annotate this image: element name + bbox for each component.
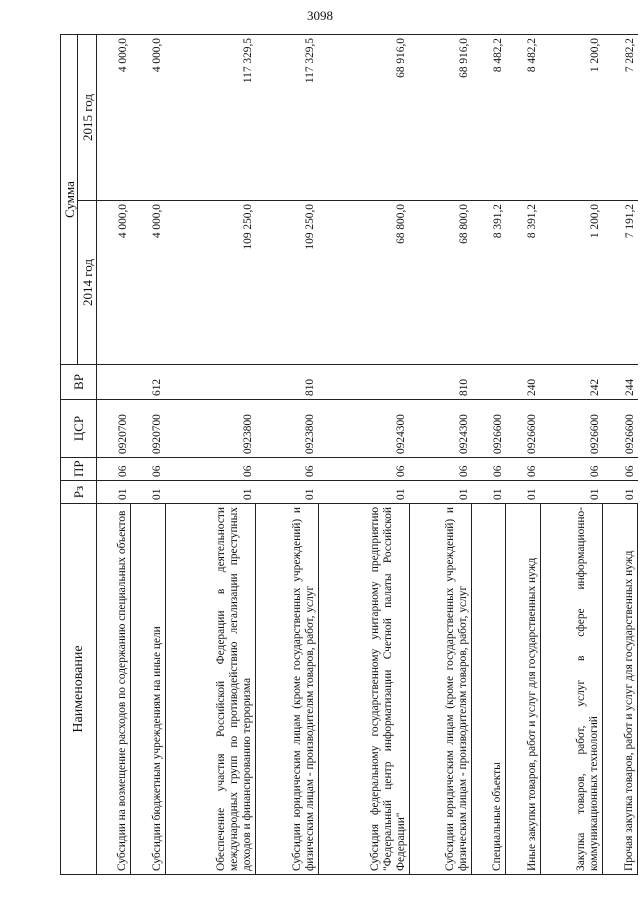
row-vr: 244 bbox=[603, 365, 638, 400]
header-pr: ПР bbox=[61, 458, 97, 481]
row-2014: 109 250,0 bbox=[165, 201, 256, 365]
header-name: Наименование bbox=[61, 504, 97, 875]
row-rz: 01 bbox=[131, 481, 165, 504]
row-name: Специальные объекты bbox=[472, 504, 506, 875]
table-row bbox=[318, 35, 409, 875]
row-name: Субсидии на возмещение расходов по содержанию специальных объектов bbox=[97, 504, 131, 875]
row-pr: 06 bbox=[540, 458, 603, 481]
row-csr: 0923800 bbox=[165, 400, 256, 458]
row-rz: 01 bbox=[409, 481, 472, 504]
row-pr: 06 bbox=[256, 458, 319, 481]
table-row bbox=[256, 35, 319, 875]
header-2014: 2014 год bbox=[78, 201, 97, 365]
row-csr: 0926600 bbox=[472, 400, 506, 458]
row-name: Обеспечение участия Российской Федерации в деятельности международных групп по противодействию легализации преступных доходов и финансированию терроризма bbox=[165, 504, 256, 875]
row-2014: 68 800,0 bbox=[318, 201, 409, 365]
row-rz: 01 bbox=[97, 481, 131, 504]
row-2015: 68 916,0 bbox=[409, 35, 472, 201]
row-rz: 01 bbox=[540, 481, 603, 504]
row-name: Закупка товаров, работ, услуг в сфере информационно-коммуникационных технологий bbox=[540, 504, 603, 875]
budget-table bbox=[60, 34, 638, 875]
header-csr: ЦСР bbox=[61, 400, 97, 458]
row-vr: 240 bbox=[506, 365, 540, 400]
row-2015: 1 200,0 bbox=[540, 35, 603, 201]
page-number: 3098 bbox=[307, 8, 333, 23]
row-rz: 01 bbox=[472, 481, 506, 504]
row-pr: 06 bbox=[97, 458, 131, 481]
row-csr: 0924300 bbox=[318, 400, 409, 458]
row-2014: 8 391,2 bbox=[472, 201, 506, 365]
header-row-1 bbox=[61, 35, 78, 875]
row-name: Субсидии бюджетным учреждениям на иные цели bbox=[131, 504, 165, 875]
row-csr: 0924300 bbox=[409, 400, 472, 458]
row-rz: 01 bbox=[318, 481, 409, 504]
row-csr: 0920700 bbox=[97, 400, 131, 458]
row-pr: 06 bbox=[409, 458, 472, 481]
table-row bbox=[540, 35, 603, 875]
row-rz: 01 bbox=[506, 481, 540, 504]
row-2015: 8 482,2 bbox=[472, 35, 506, 201]
row-pr: 06 bbox=[472, 458, 506, 481]
row-name: Прочая закупка товаров, работ и услуг для государственных нужд bbox=[603, 504, 638, 875]
row-2014: 4 000,0 bbox=[97, 201, 131, 365]
row-rz: 01 bbox=[165, 481, 256, 504]
row-2014: 7 191,2 bbox=[603, 201, 638, 365]
row-csr: 0920700 bbox=[131, 400, 165, 458]
table-row bbox=[472, 35, 506, 875]
table-row bbox=[165, 35, 256, 875]
header-vr: ВР bbox=[61, 365, 97, 400]
table-row bbox=[506, 35, 540, 875]
row-2014: 8 391,2 bbox=[506, 201, 540, 365]
row-2015: 117 329,5 bbox=[256, 35, 319, 201]
table-row bbox=[603, 35, 638, 875]
row-name: Субсидии юридическим лицам (кроме государственных учреждений) и физическим лицам - производителям товаров, работ, услуг bbox=[256, 504, 319, 875]
row-name: Иные закупки товаров, работ и услуг для государственных нужд bbox=[506, 504, 540, 875]
row-pr: 06 bbox=[603, 458, 638, 481]
table-row bbox=[409, 35, 472, 875]
row-2014: 109 250,0 bbox=[256, 201, 319, 365]
row-csr: 0926600 bbox=[506, 400, 540, 458]
row-vr bbox=[318, 365, 409, 400]
row-2014: 68 800,0 bbox=[409, 201, 472, 365]
row-pr: 06 bbox=[506, 458, 540, 481]
row-2015: 117 329,5 bbox=[165, 35, 256, 201]
row-2014: 4 000,0 bbox=[131, 201, 165, 365]
header-2015: 2015 год bbox=[78, 35, 97, 201]
row-vr bbox=[472, 365, 506, 400]
row-csr: 0926600 bbox=[603, 400, 638, 458]
row-2014: 1 200,0 bbox=[540, 201, 603, 365]
header-sum: Сумма bbox=[61, 35, 78, 365]
row-csr: 0923800 bbox=[256, 400, 319, 458]
table-row bbox=[131, 35, 165, 875]
row-pr: 06 bbox=[318, 458, 409, 481]
row-name: Субсидия федеральному государственному унитарному предприятию "Федеральный центр информатизации Счетной палаты Российской Федерации" bbox=[318, 504, 409, 875]
row-2015: 68 916,0 bbox=[318, 35, 409, 201]
row-pr: 06 bbox=[165, 458, 256, 481]
row-rz: 01 bbox=[256, 481, 319, 504]
row-vr bbox=[165, 365, 256, 400]
row-csr: 0926600 bbox=[540, 400, 603, 458]
row-2015: 4 000,0 bbox=[97, 35, 131, 201]
rotated-page bbox=[60, 35, 638, 875]
row-vr: 810 bbox=[256, 365, 319, 400]
table-row bbox=[97, 35, 131, 875]
row-pr: 06 bbox=[131, 458, 165, 481]
header-rz: Рз bbox=[61, 481, 97, 504]
row-vr bbox=[97, 365, 131, 400]
row-vr: 242 bbox=[540, 365, 603, 400]
row-rz: 01 bbox=[603, 481, 638, 504]
row-2015: 4 000,0 bbox=[131, 35, 165, 201]
row-vr: 810 bbox=[409, 365, 472, 400]
row-name: Субсидии юридическим лицам (кроме государственных учреждений) и физическим лицам - производителям товаров, работ, услуг bbox=[409, 504, 472, 875]
row-2015: 8 482,2 bbox=[506, 35, 540, 201]
row-vr: 612 bbox=[131, 365, 165, 400]
row-2015: 7 282,2 bbox=[603, 35, 638, 201]
